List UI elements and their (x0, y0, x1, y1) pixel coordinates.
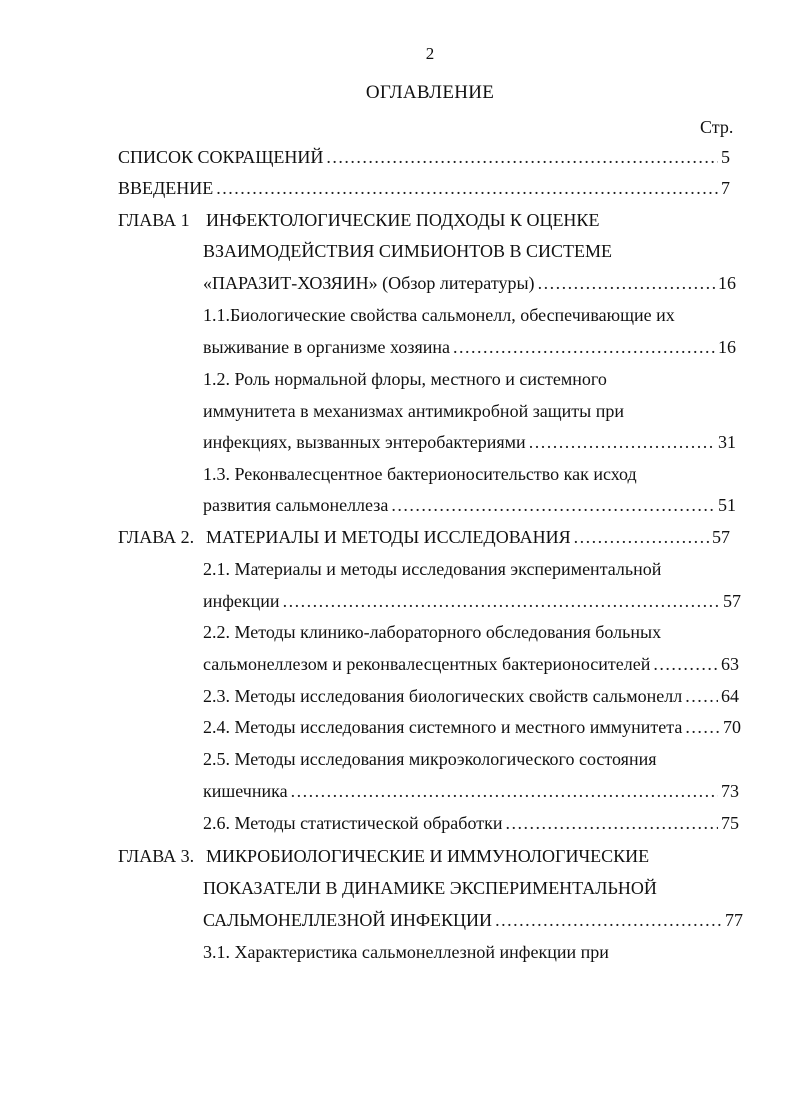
leader-dots (505, 812, 718, 834)
toc-chapter-3-line3 (203, 909, 743, 931)
toc-entry-page: 64 (721, 686, 739, 706)
toc-entry-title: СПИСОК СОКРАЩЕНИЙ (118, 147, 324, 167)
toc-section-2-2-line1: 2.2. Методы клинико-лабораторного обследования больных (203, 622, 662, 642)
leader-dots (453, 336, 715, 358)
toc-section-3-1-line1: 3.1. Характеристика сальмонеллезной инфекции при (203, 942, 609, 962)
leader-dots (326, 146, 718, 168)
leader-dots (653, 653, 718, 675)
toc-entry-page: 57 (712, 527, 730, 547)
chapter-title: МАТЕРИАЛЫ И МЕТОДЫ ИССЛЕДОВАНИЯ (206, 527, 571, 547)
toc-entry-page: 63 (721, 654, 739, 674)
toc-entry-intro (118, 177, 730, 199)
toc-chapter-1-line2: ВЗАИМОДЕЙСТВИЯ СИМБИОНТОВ В СИСТЕМЕ (203, 241, 613, 261)
toc-entry-title: инфекции (203, 591, 280, 611)
page-number: 2 (425, 44, 435, 63)
toc-entry-page: 77 (725, 910, 743, 930)
toc-entry-title: 2.6. Методы статистической обработки (203, 813, 503, 833)
toc-section-2-5-line1: 2.5. Методы исследования микроэкологического состояния (203, 749, 657, 769)
toc-entry-page: 73 (721, 781, 739, 801)
toc-chapter-1-line1 (118, 209, 599, 231)
toc-entry-title: инфекциях, вызванных энтеробактериями (203, 432, 526, 452)
toc-section-1-1-line1: 1.1.Биологические свойства сальмонелл, обеспечивающие их (203, 305, 675, 325)
leader-dots (216, 177, 718, 199)
toc-section-1-2-line2: иммунитета в механизмах антимикробной защиты при (203, 401, 625, 421)
leader-dots (495, 909, 722, 931)
toc-chapter-1-line3 (203, 272, 736, 294)
leader-dots (685, 685, 718, 707)
toc-section-2-3 (203, 685, 739, 707)
toc-entry-page: 70 (723, 717, 741, 737)
toc-section-2-2-line2 (203, 653, 739, 675)
toc-entry-page: 51 (718, 495, 736, 515)
page-column-label: Стр. (700, 117, 734, 137)
chapter-label: ГЛАВА 3. (118, 846, 195, 866)
toc-entry-page: 7 (721, 178, 730, 198)
toc-entry-title: 2.3. Методы исследования биологических свойств сальмонелл (203, 686, 683, 706)
leader-dots (574, 526, 709, 548)
toc-entry-title: 2.4. Методы исследования системного и местного иммунитета (203, 717, 683, 737)
toc-entry-page: 5 (721, 147, 730, 167)
toc-section-2-1-line1: 2.1. Материалы и методы исследования экспериментальной (203, 559, 662, 579)
toc-entry-title: сальмонеллезом и реконвалесцентных бактерионосителей (203, 654, 651, 674)
chapter-title: ИНФЕКТОЛОГИЧЕСКИЕ ПОДХОДЫ К ОЦЕНКЕ (206, 210, 600, 230)
toc-section-1-3-line2 (203, 494, 736, 516)
toc-entry-page: 31 (718, 432, 736, 452)
leader-dots (538, 272, 715, 294)
toc-entry-page: 57 (723, 591, 741, 611)
toc-entry-page: 75 (721, 813, 739, 833)
toc-entry-title: выживание в организме хозяина (203, 337, 450, 357)
leader-dots (283, 590, 720, 612)
toc-entry-title: «ПАРАЗИТ-ХОЗЯИН» (Обзор литературы) (203, 273, 535, 293)
toc-section-1-1-line2 (203, 336, 736, 358)
leader-dots (685, 716, 720, 738)
toc-entry-abbrev (118, 146, 730, 168)
toc-section-1-2-line3 (203, 431, 736, 453)
toc-section-2-4 (203, 716, 741, 738)
toc-section-2-5-line2 (203, 780, 739, 802)
toc-entry-title: кишечника (203, 781, 288, 801)
chapter-label: ГЛАВА 1 (118, 210, 190, 230)
toc-section-2-1-line2 (203, 590, 741, 612)
toc-section-2-6 (203, 812, 739, 834)
leader-dots (391, 494, 715, 516)
toc-chapter-3-line1 (118, 845, 649, 867)
toc-entry-page: 16 (718, 273, 736, 293)
toc-section-1-2-line1: 1.2. Роль нормальной флоры, местного и системного (203, 369, 607, 389)
leader-dots (291, 780, 718, 802)
toc-entry-title: ВВЕДЕНИЕ (118, 178, 214, 198)
chapter-label: ГЛАВА 2. (118, 527, 195, 547)
toc-section-1-3-line1: 1.3. Реконвалесцентное бактерионосительство как исход (203, 464, 637, 484)
chapter-title: МИКРОБИОЛОГИЧЕСКИЕ И ИММУНОЛОГИЧЕСКИЕ (206, 846, 650, 866)
toc-entry-title: САЛЬМОНЕЛЛЕЗНОЙ ИНФЕКЦИИ (203, 910, 493, 930)
toc-chapter-2 (118, 526, 730, 548)
leader-dots (529, 431, 715, 453)
toc-chapter-3-line2: ПОКАЗАТЕЛИ В ДИНАМИКЕ ЭКСПЕРИМЕНТАЛЬНОЙ (203, 878, 657, 898)
toc-entry-page: 16 (718, 337, 736, 357)
toc-entry-title: развития сальмонеллеза (203, 495, 389, 515)
toc-title: ОГЛАВЛЕНИЕ (365, 82, 495, 103)
